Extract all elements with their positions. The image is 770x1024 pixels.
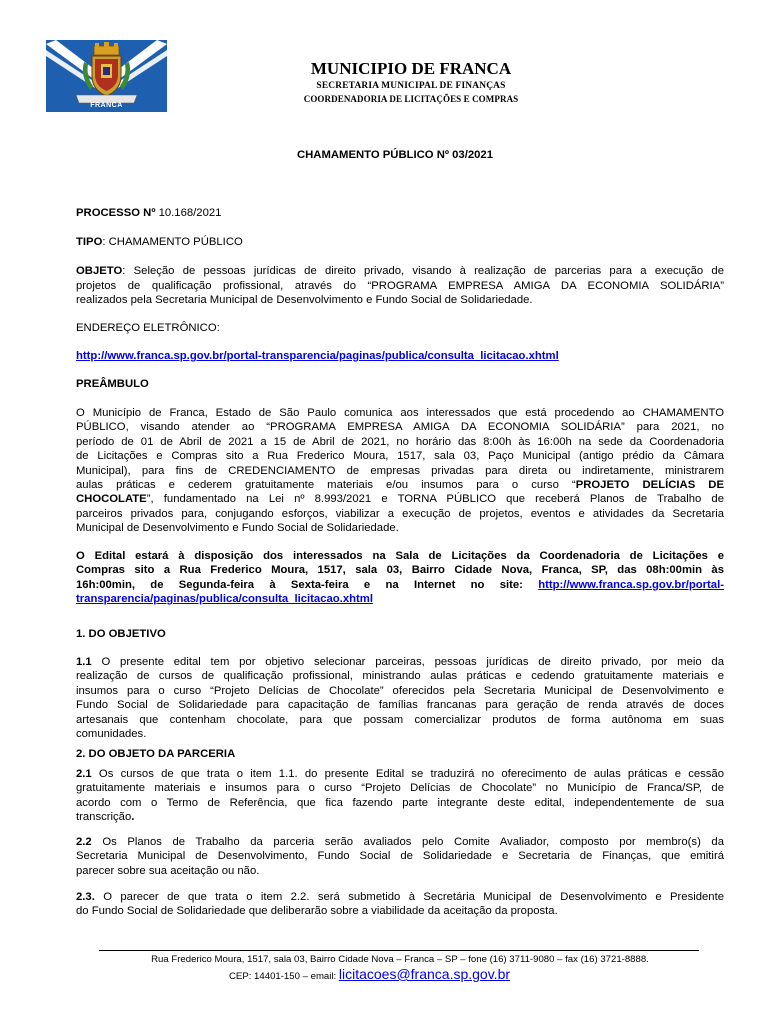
document-title: CHAMAMENTO PÚBLICO Nº 03/2021 (296, 149, 493, 161)
preambulo-line-5: Municipal), para fins de CREDENCIAMENTO de empresas privadas para direta ou indiretamente, ministrarem (76, 464, 724, 477)
section-2-2-text-1: Os Planos de Trabalho da parceria serão avaliados pelo Comite Avaliador, composto por membro(s) da (91, 836, 724, 848)
section-1-1-text-1: O presente edital tem por objetivo selecionar parceiras, pessoas jurídicas de direito privado, por meio da (91, 656, 724, 668)
footer-cep-line (229, 966, 510, 982)
section-2-1-text-4: transcrição (76, 811, 132, 824)
coordination-subtitle: COORDENADORIA DE LICITAÇÕES E COMPRAS (303, 94, 519, 104)
section-2-2-line-3: parecer sobre sua aceitação ou não. (76, 864, 260, 877)
processo-label: PROCESSO Nº (76, 207, 156, 219)
project-name-part-2: CHOCOLATE (76, 493, 147, 506)
objeto-label: OBJETO (76, 265, 123, 277)
municipality-title: MUNICIPIO DE FRANCA (310, 59, 512, 78)
section-2-2-line-1 (76, 835, 724, 849)
processo-value: 10.168/2021 (155, 207, 222, 219)
section-2-3-text-1: O parecer de que trata o item 2.2. será submetido à Secretária Municipal de Desenvolvimento e Presidente (94, 891, 724, 903)
edital-line-3 (76, 578, 724, 592)
preambulo-text-7b: ”, fundamentado na Lei nº 8.993/2021 e TORNA PÚBLICO que receberá Planos de Trabalho de (146, 493, 724, 506)
objeto-line-1 (76, 264, 724, 278)
section-2-3-number: 2.3. (76, 891, 95, 903)
preambulo-line-4: de Licitações e Compras sito a Rua Frederico Moura, 1517, sala 03, Paço Municipal (antigo prédio da Câmara (76, 450, 724, 463)
edital-text-3: 16h:00min, de Segunda-feira à Sexta-feira e na Internet no site: (76, 578, 539, 591)
section-2-heading: 2. DO OBJETO DA PARCERIA (76, 748, 236, 760)
section-2-3-line-1 (76, 890, 724, 904)
section-2-1-number: 2.1 (76, 768, 92, 780)
endereco-label: ENDEREÇO ELETRÔNICO: (76, 322, 220, 334)
edital-link-part-2[interactable]: transparencia/paginas/publica/consulta_licitacao.xhtml (76, 593, 373, 606)
section-2-1-period: . (131, 811, 135, 824)
section-1-1-line-6: comunidades. (76, 728, 147, 740)
section-2-2-number: 2.2 (76, 836, 92, 848)
footer-cep: CEP: 14401-150 – email: (229, 971, 339, 982)
section-1-1-line-1 (76, 655, 724, 669)
preambulo-line-3: período de 01 de Abril de 2021 a 15 de Abril de 2021, no horário das 8:00h às 16:00h na sede da Coordenadoria (76, 435, 724, 448)
consulta-licitacao-link[interactable]: http://www.franca.sp.gov.br/portal-transparencia/paginas/publica/consulta_licitacao.xhtml (76, 350, 559, 362)
preambulo-text-6a: aulas práticas e cederem gratuitamente materiais e/ou insumos para o curso “ (76, 479, 576, 491)
section-1-1-number: 1.1 (76, 656, 92, 668)
section-1-1-line-2: realização de cursos de qualificação profissional, ministrando aulas práticas e cedendo gratuitamente materiais e (76, 670, 724, 683)
tipo-line (76, 235, 724, 249)
tipo-label: TIPO (76, 236, 103, 248)
section-2-1-line-2: gratuitamente materiais e insumos para o curso “Projeto Delícias de Chocolate” no Município de Franca/SP, de (76, 782, 724, 795)
edital-link-part-1[interactable]: http://www.franca.sp.gov.br/portal- (538, 578, 724, 591)
preambulo-line-8: parceiros privados para, conjugando esforços, viabilizar a execução de projetos, eventos e atividades da Secretaria (76, 507, 724, 520)
section-2-2-line-2: Secretaria Municipal de Desenvolvimento, Fundo Social de Solidariedade e Secretaria de Finanças, que emitirá (76, 850, 724, 863)
footer-email-link[interactable]: licitacoes@franca.sp.gov.br (338, 966, 511, 982)
section-1-1-line-5: artesanais que contenham chocolate, para que possam comercializar produtos de forma autônoma em suas (76, 713, 724, 726)
section-2-1-line-3: acordo com o Termo de Referência, que fica fazendo parte integrante deste edital, independentemente de sua (76, 796, 724, 809)
processo-line (76, 206, 724, 220)
preambulo-line-7 (76, 492, 724, 506)
preambulo-line-6 (76, 478, 724, 492)
footer-divider (99, 950, 699, 951)
preambulo-heading: PREÂMBULO (76, 378, 149, 390)
project-name-part-1: PROJETO DELÍCIAS DE (575, 479, 725, 491)
preambulo-line-2: PÚBLICO, visando atender ao “PROGRAMA EMPRESA AMIGA DA ECONOMIA SOLIDÁRIA” para 2021, no (76, 421, 724, 434)
section-2-1-line-1 (76, 767, 724, 781)
section-1-1-line-4: Fundo Social de Solidariedade para capacitação de famílias francanas para geração de renda através de doces (76, 699, 724, 712)
logo-caption: FRANCA (90, 102, 123, 109)
edital-line-2: Compras sito a Rua Frederico Moura, 1517, sala 03, Bairro Cidade Nova, Franca, SP, das 08h:00min às (76, 564, 724, 577)
section-1-1-line-3: insumos para o curso “Projeto Delícias de Chocolate” oferecidos pela Secretaria Municipal de Desenvolvimento e (76, 684, 724, 697)
objeto-text-1: : Seleção de pessoas jurídicas de direito privado, visando à realização de parcerias para a execução de (122, 265, 724, 277)
section-2-1-line-4 (76, 810, 724, 824)
objeto-line-2: projetos de qualificação profissional, através do “PROGRAMA EMPRESA AMIGA DA ECONOMIA SOLIDÁRIA” (76, 279, 724, 292)
section-2-1-text-1: Os cursos de que trata o item 1.1. do presente Edital se traduzirá no oferecimento de aulas práticas e cessão (91, 768, 724, 780)
preambulo-line-1: O Município de Franca, Estado de São Paulo comunica aos interessados que está procedendo ao CHAMAMENTO (76, 407, 724, 419)
footer-address: Rua Frederico Moura, 1517, sala 03, Bairro Cidade Nova – Franca – SP – fone (16) 3711-9080 – fax (16) 3721-8888. (151, 954, 649, 965)
edital-line-1: O Edital estará à disposição dos interessados na Sala de Licitações da Coordenadoria de Licitações e (76, 550, 724, 562)
preambulo-line-9: Municipal de Desenvolvimento e Fundo Social de Solidariedade. (76, 522, 399, 535)
tipo-value: : CHAMAMENTO PÚBLICO (102, 236, 243, 248)
section-2-3-line-2: do Fundo Social de Solidariedade que deliberarão sobre a viabilidade da aceitação da proposta. (76, 905, 558, 918)
secretariat-subtitle: SECRETARIA MUNICIPAL DE FINANÇAS (316, 81, 506, 91)
objeto-line-3: realizados pela Secretaria Municipal de Desenvolvimento e Fundo Social de Solidariedade. (76, 294, 533, 306)
section-1-heading: 1. DO OBJETIVO (76, 628, 166, 640)
